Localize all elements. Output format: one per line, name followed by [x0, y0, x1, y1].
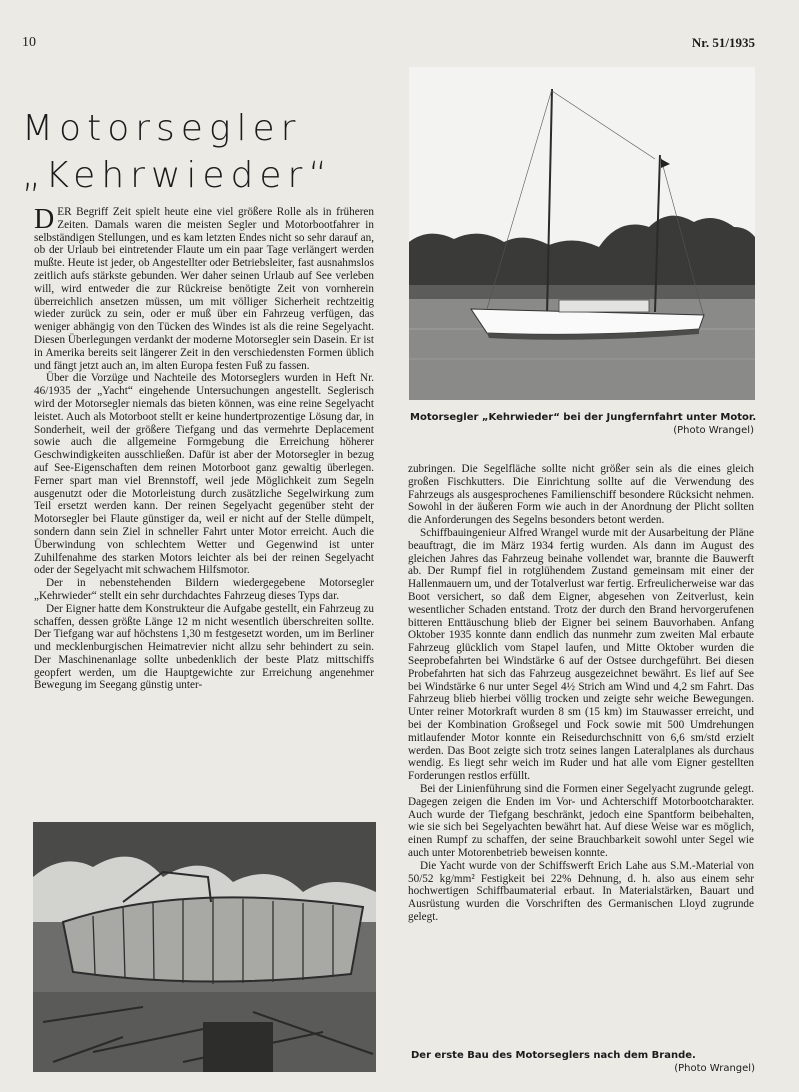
paragraph-7: Bei der Linienführung sind die Formen einer Segelyacht zugrunde gelegt. Dagegen zeigen die Enden im Vor- und Achterschiff Motorbootcharakter. Auch wurde der Tiefgang beschränkt, jedoch eine Spantform beibehalten, wie sie sich bei Segelyachten bewährt hat. Auf diese Weise war es möglich, einen Rumpf zu schaffen, der seine Brauchbarkeit sowohl unter Segel wie auch unter Motorenbetrieb beweisen konnte. — [408, 782, 754, 859]
drop-cap: D — [34, 204, 55, 235]
photo1-credit: (Photo Wrangel) — [673, 425, 754, 436]
burnt-hull-photo — [33, 822, 376, 1072]
photo2-credit: (Photo Wrangel) — [674, 1063, 755, 1074]
photo2-caption: Der erste Bau des Motorseglers nach dem Brande. — [411, 1050, 696, 1061]
paragraph-2: Über die Vorzüge und Nachteile des Motorseglers wurden in Heft Nr. 46/1935 der „Yacht“ eingehende Untersuchungen angestellt. Seglerisch wird der Motorsegler niemals das bieten können, was eine reine Segelyacht leistet. Auch als Motorboot stellt er keine hundertprozentige Lösung dar, in Sonderheit, weil der größere Tiefgang und das vermehrte Deplacement sowie auch die allgemeine Formgebung die Erreichung höherer Geschwindigkeiten ausschließen. Dafür ist aber der Motorsegler in bezug auf See-Eigenschaften dem reinen Motorboot ganz gewaltig überlegen. Ferner spart man viel Brennstoff, weil jede Möglichkeit zum Segeln ausgenutzt oder die Motorleistung durch zusätzliche Segelwirkung zum Teil ersetzt werden kann. Der reinen Segelyacht gegenüber steht der Motorsegler bei Flaute günstiger da, weil er nicht auf der Stelle dümpelt, sondern dann sein Ziel in schneller Fahrt unter Motor erreicht. Auch die Überwindung von schlechtem Wetter und Gegenwind ist unter Zuhilfenahme des starken Motors leichter als bei der reinen Segelyacht oder der Segelyacht mit schwachem Hilfsmotor. — [34, 372, 374, 577]
article-column-left — [34, 206, 374, 692]
sailboat-photo — [409, 67, 755, 400]
title-line-1: Motorsegler — [22, 108, 302, 149]
title-line-2: „Kehrwieder“ — [22, 155, 333, 196]
paragraph-4: Der Eigner hatte dem Konstrukteur die Aufgabe gestellt, ein Fahrzeug zu schaffen, dessen größte Länge 12 m nicht wesentlich überschreiten sollte. Der Tiefgang war auf höchstens 1,30 m festgesetzt worden, um im Berliner und mecklenburgischen Heimatrevier nicht allzu sehr behindert zu sein. Der Maschinenanlage sollte unbedenklich der beste Platz mittschiffs geopfert werden, um die Hauptgewichte zur Erreichung angenehmer Bewegung im Seegang günstig unter- — [34, 602, 374, 692]
paragraph-3: Der in nebenstehenden Bildern wiedergegebene Motorsegler „Kehrwieder“ stellt ein sehr durchdachtes Fahrzeug dieses Typs dar. — [34, 577, 374, 602]
paragraph-1-text: ER Begriff Zeit spielt heute eine viel größere Rolle als in früheren Zeiten. Damals waren die meisten Segler und Motorbootfahrer in selbständigen Stellungen, und es kam letzten Endes nicht so sehr darauf an, ob der Urlaub bei eintretender Flaute um ein paar Tage verlängert werden mußte. Heute ist jeder, ob Angestellter oder Betriebsleiter, fast ausnahmslos zeitlich aufs stärkste gebunden. Wer daher seinen Urlaub auf See verleben will, wird entweder die zur Rückreise benötigte Zeit von vornherein überreichlich ansetzen müssen, um mit völliger Sicherheit rechtzeitig wieder zurück zu sein, oder er muß über ein Fahrzeug verfügen, das weniger abhängig von den Tücken des Windes ist als die reine Segelyacht. Diesen Überlegungen verdankt der moderne Motorsegler sein Dasein. Er ist in Amerika bereits seit längerer Zeit in den verschiedensten Formen üblich und fängt jetzt auch an, im alten Europa festen Fuß zu fassen. — [34, 206, 374, 372]
article-title — [22, 105, 333, 199]
page-number: 10 — [22, 35, 36, 50]
photo1-caption: Motorsegler „Kehrwieder“ bei der Jungfernfahrt unter Motor. — [410, 412, 757, 423]
paragraph-6: Schiffbauingenieur Alfred Wrangel wurde mit der Ausarbeitung der Pläne beauftragt, die im März 1934 fertig wurden. Als dann im August des gleichen Jahres das Fahrzeug beinahe vollendet war, brannte die Bauwerft ab. Der Rumpf fiel in rotglühendem Zustand gemeinsam mit einer der Hallenmauern um, und der Totalverlust war fertig. Erfreulicherweise war das Boot versichert, so daß dem Eigner, abgesehen von Zeitverlust, kein wesentlicher Schaden entstand. Trotz der durch den Brand hervorgerufenen bitteren Enttäuschung blieb der Eigner bei seinem Bauvorhaben. Anfang Oktober 1935 konnte dann endlich das nunmehr zum zweiten Mal erbaute Fahrzeug glücklich vom Stapel laufen, und Mitte Oktober wurden die Seeprobefahrten bei Windstärke 6 auf der Ostsee durchgeführt. Bei diesen Probefahrten hat sich das Fahrzeug ausgezeichnet bewährt. Es lief auf See bei Windstärke 6 nur unter Segel 4½ Strich am Wind und 4,2 sm Fahrt. Das Fahrzeug blieb hierbei völlig trocken und zeigte sehr weiche Bewegungen. Unter reiner Motorkraft wurden 8 sm (15 km) im Stauwasser erreicht, und bei der Kombination Großsegel und Fock sowie mit 500 Umdrehungen mitlaufender Motor konnte ein Reisedurchschnitt von 6,6 sm/std erzielt werden. Das Boot zeigte sich trotz seines langen Lateralplanes als durchaus wendig. Es liegt sehr weich im Ruder und hat alle vom Eigner gestellten Forderungen restlos erfüllt. — [408, 526, 754, 783]
paragraph-8: Die Yacht wurde von der Schiffswerft Erich Lahe aus S.M.-Material von 50/52 kg/mm² Festigkeit bei 22% Dehnung, d. h. also aus einem sehr hochwertigen Schiffbaumaterial erbaut. In Materialstärken, Bauart und Ausrüstung wurden die Vorschriften des Germanischen Lloyd zugrunde gelegt. — [408, 859, 754, 923]
issue-number: Nr. 51/1935 — [691, 35, 755, 50]
paragraph-1 — [34, 206, 374, 372]
paragraph-5: zubringen. Die Segelfläche sollte nicht größer sein als die eines gleich großen Fischkutters. Die Einrichtung sollte auf die Verwendung des Fahrzeugs als ausgesprochenes Familienschiff besondere Rücksicht nehmen. Sowohl in der äußeren Form wie auch in der Anordnung der Plicht sollten die Anforderungen des Segelns besonders betont werden. — [408, 463, 754, 527]
article-column-right — [408, 463, 754, 924]
